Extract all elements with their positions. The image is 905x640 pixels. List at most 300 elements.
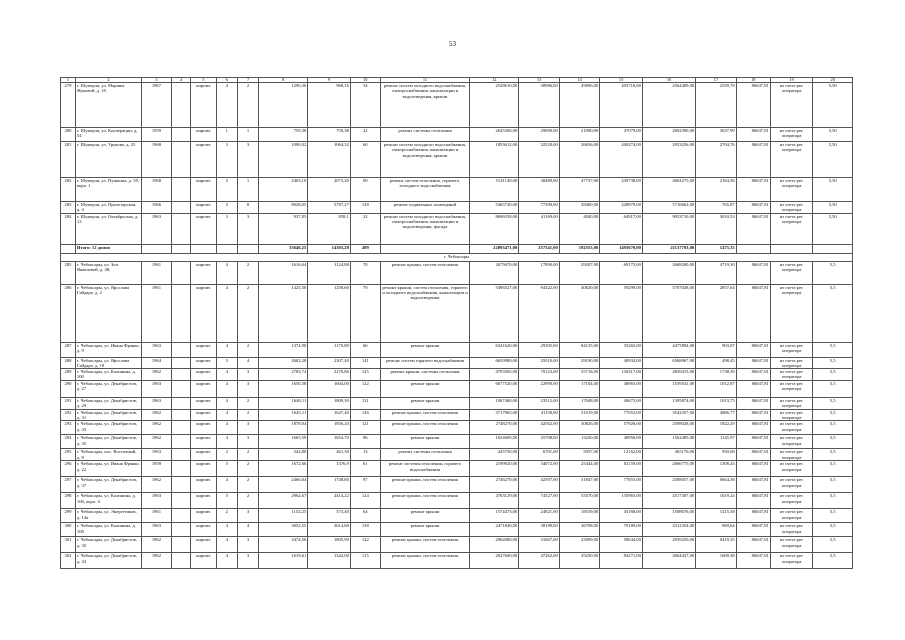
table-cell — [171, 357, 190, 369]
table-cell: 6568067,00 — [642, 357, 695, 369]
table-cell: 1962 — [142, 421, 172, 435]
table-cell: 135965,00 — [600, 493, 643, 509]
table-cell: 1374,90 — [259, 342, 308, 357]
table-cell: из счета рег. оператора — [770, 213, 813, 244]
table-cell: 86047,81 — [736, 493, 770, 509]
table-cell: 1604,00 — [308, 381, 351, 398]
table-cell: 1966 — [142, 202, 172, 214]
table-cell: 5141149,00 — [470, 178, 519, 202]
table-cell: 2857,64 — [696, 284, 737, 342]
table-cell: 21137703,00 — [642, 244, 695, 253]
column-number: 6 — [216, 78, 237, 83]
table-cell: 69175,00 — [600, 261, 643, 284]
table-cell: 40620,00 — [559, 284, 600, 342]
table-cell: 3 — [237, 213, 258, 244]
table-cell — [171, 461, 190, 477]
table-cell: 1308,43 — [696, 461, 737, 477]
table-cell: ремонт крыши, систем отопления — [380, 537, 470, 553]
table-cell: 1425,30 — [259, 284, 308, 342]
table-cell: 1619,61 — [259, 553, 308, 569]
table-cell: ремонт крыши — [380, 381, 470, 398]
column-number: 19 — [770, 78, 813, 83]
table-cell: 1152,25 — [259, 509, 308, 523]
column-number: 18 — [736, 78, 770, 83]
table-cell: 6077520,00 — [470, 381, 519, 398]
table-row — [61, 435, 853, 449]
table-cell: кирпич — [191, 435, 217, 449]
table-cell: ремонт крыши, систем отопления — [380, 493, 470, 509]
table-cell: 77390,00 — [519, 202, 560, 214]
table-cell: 1962 — [142, 553, 172, 569]
table-cell: 97 — [350, 477, 380, 493]
table-cell: 461,30 — [308, 449, 351, 461]
table-cell: 1963 — [142, 381, 172, 398]
table-cell: из счета рег. оператора — [770, 553, 813, 569]
table-cell: из счета рег. оператора — [770, 435, 813, 449]
table-cell: кирпич — [191, 142, 217, 178]
table-row — [61, 202, 853, 214]
table-cell: кирпич — [191, 421, 217, 435]
table-cell: 1959 — [142, 128, 172, 142]
table-cell: 498,45 — [696, 357, 737, 369]
table-cell: 8028,05 — [259, 202, 308, 214]
column-number: 10 — [350, 78, 380, 83]
table-cell — [171, 142, 190, 178]
table-row — [61, 398, 853, 410]
table-cell: кирпич — [191, 537, 217, 553]
table-cell: 86047,81 — [736, 357, 770, 369]
table-cell: 5,5 — [813, 509, 853, 523]
table-cell: 86047,81 — [736, 435, 770, 449]
table-cell: 2403,10 — [259, 178, 308, 202]
table-cell: 29090,00 — [519, 128, 560, 142]
table-cell: из счета рег. оператора — [770, 493, 813, 509]
table-cell: 2692390,00 — [642, 128, 695, 142]
table-cell: 5 — [216, 178, 237, 202]
table-cell: 42597,00 — [519, 477, 560, 493]
table-cell: 86047,81 — [736, 537, 770, 553]
table-cell: 1962 — [142, 409, 172, 421]
table-cell: из счета рег. оператора — [770, 369, 813, 381]
table-cell: 26708,00 — [559, 523, 600, 537]
table-cell: 289 — [61, 369, 76, 381]
table-cell — [171, 523, 190, 537]
table-cell: 290 — [61, 381, 76, 398]
table-cell: 4886,77 — [696, 409, 737, 421]
table-cell: 69 — [350, 178, 380, 202]
table-cell: 465170,00 — [642, 449, 695, 461]
table-cell: 3 — [216, 142, 237, 178]
table-cell: 301 — [61, 537, 76, 553]
table-cell: 3 — [237, 421, 258, 435]
table-cell: 292 — [61, 409, 76, 421]
table-cell: 2675670,00 — [470, 261, 519, 284]
table-cell: 86047,81 — [736, 461, 770, 477]
table-cell: 122 — [350, 381, 380, 398]
table-row — [61, 369, 853, 381]
table-cell: 1650,38 — [259, 381, 308, 398]
table-cell: кирпич — [191, 342, 217, 357]
table-cell: 5,5 — [813, 357, 853, 369]
table-cell: 86047,81 — [736, 421, 770, 435]
table-cell: 5,5 — [813, 261, 853, 284]
table-cell — [171, 509, 190, 523]
table-cell: 40934,00 — [600, 357, 643, 369]
table-row — [61, 342, 853, 357]
table-cell: 1064,32 — [308, 142, 351, 178]
column-number: 3 — [142, 78, 172, 83]
table-cell: 2 — [237, 477, 258, 493]
table-cell: г. Чебоксары, ул. Декабристов, д. 29 — [75, 398, 141, 410]
table-cell: 86047,81 — [736, 509, 770, 523]
table-cell: из счета рег. оператора — [770, 477, 813, 493]
table-cell: 1748,80 — [308, 477, 351, 493]
table-cell: 57926,00 — [600, 421, 643, 435]
table-cell: 40956,00 — [600, 435, 643, 449]
table-cell: кирпич — [191, 202, 217, 214]
table-cell: 13 — [350, 449, 380, 461]
table-cell: 968,16 — [308, 83, 351, 128]
page-number: 53 — [449, 40, 456, 48]
table-row — [61, 477, 853, 493]
table-cell: 5465720,00 — [470, 202, 519, 214]
table-cell: 86047,81 — [736, 553, 770, 569]
table-cell: 1170,80 — [308, 342, 351, 357]
table-cell: 2 — [237, 83, 258, 128]
table-cell: г. Шумерля, ул. Октябрьская, д. 13 — [75, 213, 141, 244]
section-title: г. Чебоксары — [61, 253, 853, 261]
table-cell: 29190,00 — [559, 357, 600, 369]
table-cell: 24821,00 — [519, 509, 560, 523]
table-cell: 84271,00 — [600, 553, 643, 569]
table-cell: 293 — [61, 421, 76, 435]
table-cell: 96 — [350, 435, 380, 449]
table-cell: 4517307,00 — [642, 493, 695, 509]
table-cell: 425750,00 — [470, 449, 519, 461]
table-cell: 29096,00 — [559, 83, 600, 128]
table-cell: из счета рег. оператора — [770, 83, 813, 128]
table-cell: 1495670,00 — [600, 244, 643, 253]
table-cell: 0419,35 — [696, 537, 737, 553]
table-cell: 2 — [237, 284, 258, 342]
table-cell: 86047,81 — [736, 128, 770, 142]
table-cell — [171, 369, 190, 381]
table-cell: 2588057,00 — [642, 477, 695, 493]
table-cell: 302 — [61, 553, 76, 569]
table-cell: 1290,36 — [259, 83, 308, 128]
table-cell: 38489,00 — [519, 178, 560, 202]
table-cell: 42562,00 — [519, 421, 560, 435]
table-cell: 4793565,00 — [470, 369, 519, 381]
table-cell: 3717965,00 — [470, 409, 519, 421]
table-cell: 23512,00 — [519, 398, 560, 410]
table-cell: 22093471,00 — [470, 244, 519, 253]
table-cell: 41158,00 — [519, 409, 560, 421]
column-number: 2 — [75, 78, 141, 83]
table-cell: 131 — [350, 398, 380, 410]
table-cell: 291 — [61, 398, 76, 410]
table-cell: 950,06 — [696, 449, 737, 461]
table-cell — [171, 421, 190, 435]
table-cell: 60 — [350, 142, 380, 178]
table-cell: 1 — [237, 128, 258, 142]
table-cell: 2645300,00 — [470, 128, 519, 142]
table-cell: из счета рег. оператора — [770, 461, 813, 477]
table-cell: 2564409,00 — [642, 83, 695, 128]
table-cell: 5,50 — [813, 83, 853, 128]
table-cell: 1963 — [142, 398, 172, 410]
table-cell: 4 — [216, 369, 237, 381]
table-body — [61, 78, 853, 569]
table-cell: 298 — [61, 493, 76, 509]
table-cell: из счета рег. оператора — [770, 409, 813, 421]
table-cell: 38986,00 — [519, 83, 560, 128]
table-cell: 3 — [216, 213, 237, 244]
table-cell: ремонт систем холодного водоснабжения, электроснабжения, канализации и водоотведения, крыши — [380, 83, 470, 128]
table-cell: 4 — [216, 261, 237, 284]
table-row — [61, 128, 853, 142]
column-number: 4 — [171, 78, 190, 83]
table-cell: г. Чебоксары, ул. Калинина, д. 100 — [75, 369, 141, 381]
table-cell: 86047,81 — [736, 398, 770, 410]
table-cell: 4839415,00 — [642, 369, 695, 381]
table-cell: ремонт подвальных помещений — [380, 202, 470, 214]
table-cell: 1738,39 — [696, 369, 737, 381]
table-cell: 40675,00 — [600, 398, 643, 410]
table-cell: 284 — [61, 213, 76, 244]
table-cell: 499 — [350, 244, 380, 253]
table-cell: ремонт крыши, системы отопления — [380, 369, 470, 381]
table-cell: 125 — [350, 369, 380, 381]
table-cell: 300 — [61, 523, 76, 537]
table-cell: 47079,00 — [600, 128, 643, 142]
table-cell: из счета рег. оператора — [770, 284, 813, 342]
table-cell: 6701,00 — [519, 449, 560, 461]
table-cell: 1963 — [142, 493, 172, 509]
table-cell: 5,5 — [813, 523, 853, 537]
table-cell: 1665,59 — [259, 435, 308, 449]
table-cell: 48965,00 — [600, 381, 643, 398]
table-cell — [171, 537, 190, 553]
table-cell: 5 — [216, 202, 237, 214]
table-cell: 5,50 — [813, 178, 853, 202]
table-cell: 38189,00 — [519, 523, 560, 537]
table-cell: 9053710,00 — [642, 213, 695, 244]
table-cell: 2466,04 — [259, 477, 308, 493]
table-cell: ремонт системы отопления — [380, 128, 470, 142]
table-cell: 1958 — [142, 461, 172, 477]
table-row — [61, 213, 853, 244]
table-cell: 281 — [61, 142, 76, 178]
table-row — [61, 261, 853, 284]
table-row — [61, 409, 853, 421]
table-row — [61, 493, 853, 509]
table-cell: кирпич — [191, 213, 217, 244]
table-cell: 2270,86 — [308, 369, 351, 381]
table-cell: из счета рег. оператора — [770, 398, 813, 410]
table-cell: 1963 — [142, 449, 172, 461]
table-cell: 31847,00 — [559, 477, 600, 493]
table-cell: 5,5 — [813, 421, 853, 435]
table-cell: 12162,00 — [600, 449, 643, 461]
table-cell: 70 — [350, 261, 380, 284]
table-cell: 17890,00 — [519, 261, 560, 284]
table-cell: 1508676,00 — [642, 509, 695, 523]
table-cell: 17048,00 — [559, 398, 600, 410]
table-cell: 5,50 — [813, 202, 853, 214]
table-cell: 1672,66 — [259, 461, 308, 477]
table-cell: 2 — [237, 493, 258, 509]
table-cell: 257541,00 — [519, 244, 560, 253]
table-cell: 1853612,00 — [470, 142, 519, 178]
table-cell: 5,5 — [813, 553, 853, 569]
table-cell: 5,50 — [813, 213, 853, 244]
table-cell: 1963 — [142, 342, 172, 357]
table-row — [61, 449, 853, 461]
table-cell: 2164,36 — [696, 178, 737, 202]
table-cell: ремонт систем горячего водоснабжения — [380, 357, 470, 369]
table-cell: 1 — [237, 178, 258, 202]
table-cell: 1856,20 — [308, 421, 351, 435]
table-cell: г. Чебоксары, ул. Декабристов, д. 33 — [75, 421, 141, 435]
table-cell — [171, 449, 190, 461]
table-cell: 297 — [61, 477, 76, 493]
table-cell: 1968 — [142, 178, 172, 202]
table-cell: ремонт крыши, систем отопления — [380, 477, 470, 493]
table-cell: кирпич — [191, 261, 217, 284]
table-cell: из счета рег. оператора — [770, 178, 813, 202]
table-cell: кирпич — [191, 381, 217, 398]
table-cell: 25708,00 — [519, 435, 560, 449]
table-cell: 1376,9 — [308, 461, 351, 477]
table-cell: г. Чебоксары, ул. Ярослава Гайдара, д. 18 — [75, 357, 141, 369]
table-cell: г. Чебоксары, ул. Декабристов, д. 35 — [75, 537, 141, 553]
table-cell: 1961 — [142, 509, 172, 523]
column-number: 14 — [559, 78, 600, 83]
table-cell: 2 — [237, 342, 258, 357]
total-row — [61, 244, 853, 253]
table-cell: 2704,76 — [696, 142, 737, 178]
table-cell: кирпич — [191, 369, 217, 381]
table-cell: 1654609,00 — [470, 435, 519, 449]
table-cell — [171, 178, 190, 202]
table-cell: 5 — [216, 461, 237, 477]
table-cell — [171, 202, 190, 214]
table-cell: 64917,00 — [600, 213, 643, 244]
column-number: 13 — [519, 78, 560, 83]
table-cell: 5,5 — [813, 342, 853, 357]
table-cell: кирпич — [191, 178, 217, 202]
table-cell: 31667,00 — [519, 537, 560, 553]
table-cell: 1067460,00 — [470, 398, 519, 410]
table-cell: 2664437,00 — [642, 553, 695, 569]
table-cell: 86047,81 — [736, 83, 770, 128]
table-row — [61, 421, 853, 435]
table-cell: 1961 — [142, 284, 172, 342]
table-cell: кирпич — [191, 553, 217, 569]
table-cell: 1968 — [142, 142, 172, 178]
table-cell: 2528610,00 — [470, 83, 519, 128]
table-cell: 5707028,00 — [642, 284, 695, 342]
table-cell: 295 — [61, 449, 76, 461]
table-cell — [770, 244, 813, 253]
table-cell: 2 — [216, 449, 237, 461]
table-cell: 26656,00 — [559, 142, 600, 178]
table-cell: 1878,04 — [259, 421, 308, 435]
table-cell: из счета рег. оператора — [770, 357, 813, 369]
table-cell: 2 — [216, 509, 237, 523]
table-cell: 2614,60 — [308, 523, 351, 537]
table-cell: 94322,00 — [519, 284, 560, 342]
table-cell: 31019,00 — [559, 409, 600, 421]
table-cell — [191, 244, 217, 253]
table-cell: 288 — [61, 357, 76, 369]
table-cell: 5496527,00 — [470, 284, 519, 342]
table-cell: 2748270,00 — [470, 421, 519, 435]
table-cell: 4 — [237, 523, 258, 537]
table-cell: ремонт крыши, систем отопления — [380, 261, 470, 284]
table-cell — [171, 493, 190, 509]
table-cell: 70 — [350, 284, 380, 342]
table-cell: 1475,33 — [696, 244, 737, 253]
section-row — [61, 253, 853, 261]
column-number: 16 — [642, 78, 695, 83]
table-cell: 3542357,00 — [642, 409, 695, 421]
table-cell: 5957,00 — [559, 449, 600, 461]
table-cell: 1124,88 — [308, 261, 351, 284]
table-cell: 1964 — [142, 357, 172, 369]
table-cell: 4 — [216, 523, 237, 537]
table-cell: 5,5 — [813, 381, 853, 398]
table-cell: 3 — [237, 537, 258, 553]
table-cell: 5,50 — [813, 142, 853, 178]
table-cell: г. Чебоксары, ул. Декабристов, д. 35 — [75, 435, 141, 449]
table-cell: 8 — [237, 202, 258, 214]
table-cell: 1250,60 — [308, 284, 351, 342]
table-cell: г. Чебоксары, ул. Калинина, д. 108 — [75, 523, 141, 537]
table-cell: 542,80 — [259, 449, 308, 461]
table-cell: ремонт крыши, систем отопления — [380, 409, 470, 421]
table-cell: 1967 — [142, 83, 172, 128]
table-cell: г. Шумерля, ул. Урукова, д. 25 — [75, 142, 141, 178]
table-cell: ремонт крыши — [380, 435, 470, 449]
table-cell: 124 — [350, 493, 380, 509]
table-cell: 55718,00 — [559, 369, 600, 381]
table-cell: 2414,22 — [308, 493, 351, 509]
column-number: 11 — [380, 78, 470, 83]
table-cell: 5 — [216, 493, 237, 509]
table-row — [61, 537, 853, 553]
table-cell: 4 — [216, 537, 237, 553]
table-cell: 34072,00 — [519, 461, 560, 477]
table-cell: 25010,00 — [519, 357, 560, 369]
table-cell: 30826,00 — [559, 421, 600, 435]
table-cell: 58644,00 — [600, 537, 643, 553]
table-cell: 205716,00 — [600, 83, 643, 128]
table-cell: г. Чебоксары, ул. Декабристов, д. 37 — [75, 477, 141, 493]
table-cell: 1562485,00 — [642, 435, 695, 449]
table-cell: 296 — [61, 461, 76, 477]
table-cell: 1645,11 — [259, 409, 308, 421]
table-cell: кирпич — [191, 523, 217, 537]
table-cell: 84135,00 — [559, 342, 600, 357]
table-cell: кирпич — [191, 449, 217, 461]
table-cell: 3 — [237, 381, 258, 398]
table-cell: 3474,56 — [259, 537, 308, 553]
table-cell: 2539,78 — [696, 83, 737, 128]
table-cell: 17104,00 — [559, 381, 600, 398]
table-cell: 4 — [216, 553, 237, 569]
